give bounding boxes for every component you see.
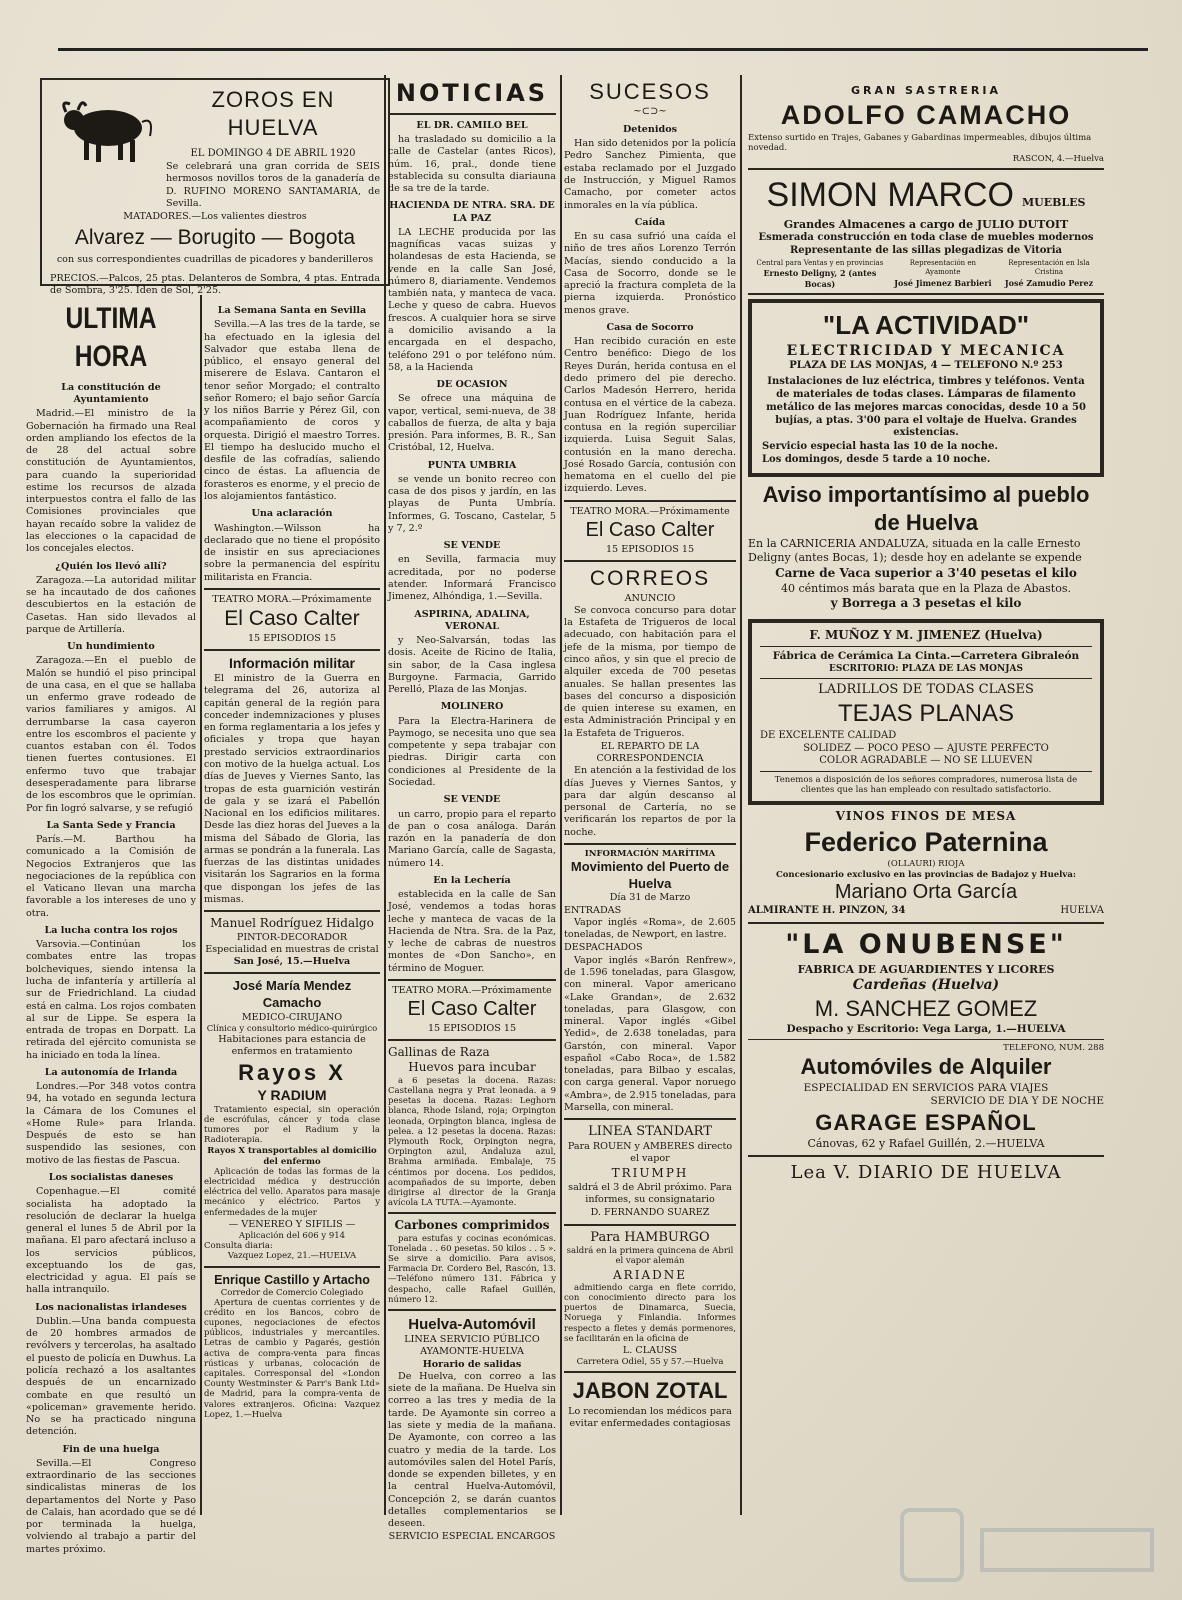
gallinas-heading: Gallinas de Raza	[388, 1045, 490, 1060]
automoviles-title: Automóviles de Alquiler	[800, 1054, 1052, 1080]
pintor-role: PINTOR-DECORADOR	[236, 931, 348, 943]
semana-text: Sevilla.—A las tres de la tarde, se ha efectuado en la iglesia del Salvador que estaba llena de público, el ensayo general del miserere de Eslava. Cantaron el tenor señor Morgado; el contralto señor Romero; el bajo señor García y los niños Barrie y Pérez Gil, con acompañamiento de coros y orquesta. Dirigió el maestro Torres. El tiempo ha deslucido mucho el desfile de las cofradías, saliendo cinco de éstas. La afluencia de forasteros es enorme, y el precio de los alojamientos fantástico.	[204, 319, 380, 502]
noticia-heading: HACIENDA DE NTRA. SRA. DE LA PAZ	[389, 200, 555, 224]
ultima-item-text: Dublin.—Una banda compuesta de 20 hombres armados de revólvers y tercerolas, ha asaltado el puesto de policía en Duwhus. La policía rechazó a los asaltantes después de un encarnizado combate en que resultó un «policeman» gravemente herido. No se ha practicado ninguna detención.	[26, 1315, 196, 1438]
ultima-item-text: Londres.—Por 348 votos contra 94, ha votado en segunda lectura la Cámara de los Comunes el «Home Rule» para Irlanda. Después de esto se han suspendido las sesiones, con motivo de las fiestas de Pascua.	[26, 1081, 196, 1166]
noticias-teatro-episodes: 15 EPISODIOS 15	[427, 1022, 517, 1034]
correos-text: Se convoca concurso para dotar la Estafeta de Trigueros de local adecuado, con habitación para el jefe de la misma, por tiempo de cinco años, y sin que el precio de alquiler exceda de 700 pesetas anuales. Se hallan presentes las bases del concurso a disposición de quien interese su examen, en esta Administración Principal y en la Estafeta de Trigueros.	[564, 604, 736, 739]
ultima-item-heading: Los socialistas daneses	[48, 1171, 174, 1183]
sucesos-teatro-title: El Caso Calter	[585, 518, 715, 541]
correos-title: CORREOS	[589, 566, 711, 590]
teatro-episodes: 15 EPISODIOS 15	[247, 632, 337, 644]
toros-matadores: MATADORES.—Los valientes diestros	[123, 211, 307, 223]
toros-names: Alvarez — Borugito — Bogota	[74, 226, 356, 250]
reparto-text: En atención a la festividad de los días Jueves y Viernes Santos, y para dar algún descanso al personal de Cartería, no se verificarán los repartos de por la noche.	[564, 765, 736, 838]
hamburgo-text: saldrá en la primera quincena de Abril el vapor alemán	[566, 1246, 734, 1267]
automovil-line: LINEA SERVICIO PÚBLICO AYAMONTE-HUELVA	[404, 1334, 540, 1358]
noticia-text: Para la Electra-Harinera de Paymogo, se necesita uno que sea competente y sepa trabajar con piedras. Dirigir carta con condiciones al Presidente de la Sociedad.	[388, 715, 556, 788]
noticia-text: establecida en la calle de San José, vendemos a todas horas leche y manteca de vacas de la Hacienda de Ntra. Sra. de la Paz, y leche de cabras de nuestros montes de «Don Sancho», en término de Moguer.	[388, 889, 556, 974]
onubense-title: "LA ONUBENSE"	[785, 929, 1067, 961]
aguardientes-label: FABRICA DE AGUARDIENTES Y LICORES	[797, 962, 1055, 976]
noticia-heading: EL DR. CAMILO BEL	[416, 119, 528, 131]
actividad-title: "LA ACTIVIDAD"	[822, 310, 1030, 341]
maritima-label: INFORMACIÓN MARÍTIMA	[584, 848, 716, 859]
almirante-address: ALMIRANTE H. PINZON, 34	[748, 905, 906, 917]
linea-heading: LINEA STANDART	[588, 1124, 712, 1140]
column-separator	[560, 75, 562, 1515]
sucesos-teatro-top: TEATRO MORA.—Próximamente	[570, 505, 730, 517]
simon-ayamonte-heading: Representación en Ayamonte	[909, 259, 977, 277]
aclaracion-heading: Una aclaración	[251, 508, 333, 520]
carniceria-text-2: Carne de Vaca superior a 3'40 pesetas el kilo	[775, 566, 1077, 581]
ultima-item-text: Zaragoza.—En el pueblo de Malón se hundió el piso principal de una casa, en el que se hallaba un enfermo grave rodeado de varios familiares y amigos. Al derrumbarse la casa cayeron entre los escombros el paciente y cuantos estaban con él. Todos tienen fuertes contusiones. El enfermo tuvo que trabajar desesperadamente para librarse de los escombros que le oprimían. Por fin logró salvarse, y se refugió	[26, 655, 196, 814]
clauss-address: Carretera Odiel, 55 y 57.—Huelva	[576, 1357, 724, 1368]
ultima-hora-items	[26, 382, 196, 1556]
noticia-heading: ASPIRINA, ADALINA, VERONAL	[414, 608, 530, 632]
info-militar-text: El ministro de la Guerra en telegrama del 26, autoriza al capitán general de la región para conceder indemnizaciones y pluses en forma reglamentaria a los jefes y oficiales y tropa que hayan prestado servicios extraordinarios con motivo de la huelga actual. Los días de Jueves y Viernes Santo, las tropas de esta guarnición vestirán de gala y se izará el Pabellón Nacional en los edificios militares. Desde las diez horas del Jueves a la misma del Sábado de Gloria, las armas se pondrán a la funerala. Las fuerzas de las distintas unidades visitarán los Sagrarios en la forma que dispongan los jefes de las mismas.	[204, 673, 380, 905]
automovil-sub: Horario de salidas	[422, 1358, 522, 1370]
sucesos-title: SUCESOS	[589, 79, 711, 104]
ultima-item-text: París.—M. Barthou ha comunicado a la Comisión de Negocios Extranjeros que las negociaciones de la república con el Vaticano llevan una marcha favorable a los intereses de uno y otra.	[26, 834, 196, 919]
aviso-heading: Aviso importantísimo al pueblo de Huelva	[762, 481, 1090, 535]
noticias-items	[388, 120, 556, 975]
ultima-item-heading: La autonomía de Irlanda	[44, 1066, 178, 1078]
simon-text-1: Esmerada construcción en toda clase de muebles modernos	[758, 231, 1094, 243]
pintor-specialty: Especialidad en muestras de cristal	[205, 943, 379, 955]
garage-title: GARAGE ESPAÑOL	[815, 1109, 1037, 1135]
noticia-heading: MOLINERO	[440, 701, 504, 713]
sucesos-teatro-episodes: 15 EPISODIOS 15	[605, 543, 695, 555]
cardenas-label: Cardeñas (Huelva)	[852, 976, 1000, 993]
noticias-teatro-top: TEATRO MORA.—Próximamente	[392, 984, 552, 996]
sucesos-column	[564, 78, 736, 1515]
servicio-label: SERVICIO DE DIA Y DE NOCHE	[930, 1095, 1104, 1108]
despachados-label: DESPACHADOS	[564, 942, 643, 954]
suceso-heading: Casa de Socorro	[606, 321, 694, 333]
rioja-label: (OLLAURI) RIOJA	[887, 859, 965, 870]
sanchez-name: M. SANCHEZ GOMEZ	[814, 995, 1038, 1021]
carniceria-text-1: En la CARNICERIA ANDALUZA, situada en la calle Ernesto Deligny (antes Bocas, 1); desde hoy en adelante se expende	[748, 537, 1082, 565]
automovil-end: SERVICIO ESPECIAL ENCARGOS	[388, 1531, 556, 1543]
castillo-text: Apertura de cuentas corrientes y de crédito en los Bancos, cobro de cupones, negociaciones de efectos públicos, industriales y mercantiles. Letras de cambio y Pagarés, gestión activa de compra-venta para fincas rústicas y urbanas, colocación de capitales. Corresponsal del «London County Westminster & Parr's Bank Ltd» de Madrid, para la compra-venta de valores extranjeros. Oficina: Vazquez Lopez, 1.—Huelva	[204, 1297, 380, 1420]
noticia-heading: PUNTA UMBRIA	[427, 459, 517, 471]
carbones-heading: Carbones comprimidos	[394, 1218, 550, 1233]
especialidad-label: ESPECIALIDAD EN SERVICIOS PARA VIAJES	[803, 1081, 1049, 1094]
noticia-text: ha trasladado su domicilio a la calle de Castelar (antes Ricos), núm. 16, pral., donde tiene establecida su consulta diariauna de sa tre de la tarde.	[388, 133, 556, 195]
ultima-item-text: Varsovia.—Continúan los combates entre las tropas bolcheviques, siendo intensa la lucha de infantería y artillería al sur de Friedrichland. La ciudad está en calma. Los rojos combaten al sur de Lippe. Se espera la entrada de tropas en Dorpatt. La retirada del ejército comunista se ha iniciado en toda la línea.	[26, 939, 196, 1061]
suceso-text: Han recibido curación en este Centro benéfico: Diego de los Reyes Durán, herida contusa en el dedo primero del pie derecho. Carlos Madesón Herrero, herida contusa en el vértice de la cabeza. Juan Rodríguez Infante, herida contusa en la región superciliar izquierda. Luisa Seguit Salas, contusión en la mano derecha. José Rosado García, contusión con hematoma en el cuello del pie izquierdo. Leves.	[564, 336, 736, 495]
noticias-teatro-title: El Caso Calter	[407, 998, 537, 1021]
simon-central: Ernesto Deligny, 2 (antes Bocas)	[763, 268, 877, 289]
consignatario: D. FERNANDO SUAREZ	[590, 1207, 710, 1219]
ultima-item-heading: Un hundimiento	[67, 641, 155, 653]
hamburgo-heading: Para HAMBURGO	[590, 1229, 710, 1245]
medico-name: José María Mendez Camacho	[232, 978, 352, 1010]
noticia-heading: SE VENDE	[443, 540, 501, 552]
sastreria-label: GRAN SASTRERIA	[851, 84, 1001, 97]
semana-heading: La Semana Santa en Sevilla	[217, 305, 367, 316]
teatro-top: TEATRO MORA.—Próximamente	[212, 593, 372, 605]
consulta-label: Consulta diaria:	[204, 1241, 273, 1252]
telefono-label: TELEFONO, NUM. 288	[1003, 1043, 1104, 1054]
gallinas-text: a 6 pesetas la docena. Razas: Castellana negra y Prat leonada. a 9 pesetas la docena. Razas: Leghorn blanca, Rhode Island, roja; Orpington leonada, Orpington blanca, inglesa de pelea. a 12 pesetas la docena. Razas: Plymouth Rock, Orpington negra, Orpington azul, Andaluza azul, Brahma armiñada. Embalaje, 75 céntimos por docena. Los pedidos, acompañados de su importe, deben dirigirse al director de la Granja avícola LA TUTA.—Ayamonte.	[388, 1075, 556, 1209]
castillo-role: Corredor de Comercio Colegiado	[220, 1287, 364, 1298]
linea-rouen: Para ROUEN y AMBERES directo el vapor	[567, 1140, 733, 1165]
vinos-label: VINOS FINOS DE MESA	[835, 809, 1017, 824]
suceso-heading: Detenidos	[622, 123, 678, 135]
automovil-heading: Huelva-Automóvil	[408, 1315, 536, 1333]
column-separator	[200, 295, 202, 1515]
despachados-text: Vapor inglés «Barón Renfrew», de 1.596 toneladas, para Glasgow, con mineral. Vapor americano «Lake Grandan», de 2.632 toneladas, para Glasgow, con mineral. Vapor inglés «Gibel Yedid», de 2.638 toneladas, para Garstón, con mineral. Vapor español «Cabo Roca», de 1.582 toneladas, para Bilbao y escalas, con carga general. Vapor noruego «Ambra», de 2.915 toneladas, para Marsella, con mineral.	[564, 954, 736, 1113]
column-two	[204, 300, 380, 1515]
ultima-item-heading: Los nacionalistas irlandeses	[35, 1301, 187, 1313]
ultima-item-text: Madrid.—El ministro de la Gobernación ha firmado una Real orden ampliando los efectos de la de 28 del actual sobre constitución de Ayuntamientos, para cuando la superioridad estime los recursos de alzada interpuestos contra el fallo de las Comisiones provinciales que hayan recaído sobre la validez de las elecciones o la capacidad de los concejales electos.	[26, 408, 196, 555]
toros-date: EL DOMINGO 4 DE ABRIL 1920	[190, 148, 356, 160]
calidad-label: DE EXCELENTE CALIDAD	[760, 729, 897, 741]
solidez-label: SOLIDEZ — POCO PESO — AJUSTE PERFECTO	[803, 742, 1049, 754]
ultima-item-heading: La constitución de Ayuntamiento	[61, 381, 161, 406]
ultima-item-text: Sevilla.—El Congreso extraordinario de las secciones sindicalistas mineras de los departamentos del Norte y Paso de Calais, han acordado que se dé por terminada la huelga, volviendo al trabajo a partir del martes próximo.	[26, 1457, 196, 1555]
simon-sub: Grandes Almacenes a cargo de JULIO DUTOIT	[783, 217, 1069, 231]
orta-name: Mariano Orta García	[834, 880, 1018, 903]
clauss-name: L. CLAUSS	[622, 1344, 678, 1356]
noticia-text: en Sevilla, farmacia muy acreditada, por no poderse atender. Informará Francisco Jimenez, Alhóndiga, 1.—Sevilla.	[388, 554, 556, 603]
reparto-heading: EL REPARTO DE LA CORRESPONDENCIA	[596, 740, 704, 765]
simon-ayamonte: José Jimenez Barbieri	[894, 277, 992, 288]
pintor-address: San José, 15.—Huelva	[233, 956, 351, 968]
info-militar-heading: Información militar	[228, 655, 356, 672]
teatro-title: El Caso Calter	[224, 607, 360, 631]
medico-role: MEDICO-CIRUJANO	[241, 1011, 343, 1023]
electricidad-text: Instalaciones de luz eléctrica, timbres y teléfonos. Venta de materiales de todas clases. Lámparas de filamento metálico de las mejores marcas conocidas, desde 10 a 50 bujías, a ptas. 3'00 para el voltaje de Huelva. Grandes existencias.	[766, 376, 1086, 439]
tejas-label: TEJAS PLANAS	[837, 700, 1015, 727]
ariadne-name: ARIADNE	[613, 1267, 687, 1282]
noticia-heading: DE OCASION	[436, 379, 508, 391]
suceso-text: En su casa sufrió una caída el niño de tres años Lorenzo Terrón Macías, siendo conducido a la Casa de Socorro, donde se le apreció la fractura completa de la pierna izquierda. Pronóstico menos grave.	[564, 231, 736, 316]
watermark-icon	[882, 1490, 1182, 1600]
toros-cuadrillas: con sus correspondientes cuadrillas de picadores y banderilleros	[56, 254, 374, 266]
toros-ad	[40, 78, 390, 296]
ultima-item-heading: ¿Quién los llevó allí?	[55, 560, 167, 572]
ceramica-ad	[748, 619, 1104, 805]
tratamiento-text: Tratamiento especial, sin operación de escrófulas, cáncer y toda clase tumores por el Radium y la Radioterapia.	[204, 1104, 380, 1146]
ariadne-text: admitiendo carga en flete corrido, con conocimiento directo para los puertos de Dinamarca, Suecia, Noruega y Finlandia. Informes respecto a fletes y demás pormenores, se facilitarán en la oficina de	[564, 1282, 736, 1344]
medico-sub: Clínica y consultorio médico-quirúrgico	[206, 1023, 378, 1034]
noticia-heading: SE VENDE	[443, 794, 501, 806]
venereo-text: — VENEREO Y SIFILIS —	[228, 1218, 356, 1230]
simon-marco-name: SIMON MARCO	[766, 176, 1014, 215]
aplicacion-606: Aplicación del 606 y 914	[238, 1230, 346, 1241]
huelva-label: HUELVA	[1060, 905, 1104, 917]
ads-column	[748, 84, 1104, 1515]
canovas-address: Cánovas, 62 y Rafael Guillén, 2.—HUELVA	[807, 1136, 1045, 1150]
carniceria-text-3: 40 céntimos más barata que en la Plaza de Abastos.	[781, 581, 1071, 595]
fabrica-label: Fábrica de Cerámica La Cinta.—Carretera Gibraleón	[772, 650, 1080, 663]
camacho-name: ADOLFO CAMACHO	[780, 100, 1072, 131]
noticia-text: y Neo-Salvarsán, todas las dosis. Aceite de Ricino de Italia, sin sabor, de la Casa inglesa Burgoyne. Farmacia, Garrido Perelló, Plaza de las Monjas.	[388, 635, 556, 696]
toros-text: Se celebrará una gran corrida de SEIS hermosos novillos toros de la ganadería de D. RUFINO MORENO SANTAMARIA, de Sevilla.	[166, 161, 380, 209]
munoz-name: F. MUÑOZ Y M. JIMENEZ (Huelva)	[809, 628, 1043, 643]
noticias-title: NOTICIAS	[395, 79, 549, 107]
color-label: COLOR AGRADABLE — NO SE LLUEVEN	[819, 755, 1033, 767]
puerto-heading: Movimiento del Puerto de Huelva	[570, 859, 730, 891]
noticias-column	[388, 78, 556, 1543]
bull-icon	[50, 86, 160, 166]
camacho-text: Extenso surtido en Trajes, Gabanes y Gabardinas impermeables, dibujos última novedad.	[748, 132, 1092, 153]
toros-precios: PRECIOS.—Palcos, 25 ptas. Delanteros de Sombra, 4 ptas. Entrada de Sombra, 3'25. Iden de Sol, 2'25.	[50, 272, 380, 296]
actividad-ad	[748, 299, 1104, 477]
aclaracion-text: Washington.—Wilsson ha declarado que no tiene el propósito de insistir en sus apreciaciones sobre la permanencia del espíritu militarista en Francia.	[204, 522, 380, 583]
camacho-address: RASCON, 4.—Huelva	[1012, 154, 1104, 164]
electricidad-service-2: Los domingos, desde 5 tarde a 10 noche.	[762, 454, 991, 465]
jabon-text: Lo recomiendan los médicos para evitar enfermedades contagiosas	[568, 1405, 732, 1429]
ultima-item-heading: La Santa Sede y Francia	[46, 819, 176, 831]
simon-central-heading: Central para Ventas y en provincias	[756, 259, 884, 268]
tenemos-text: Tenemos a disposición de los señores compradores, numerosa lista de clientes que las han empleado con resultado satisfactorio.	[774, 775, 1078, 796]
consulta-address: Vazquez Lopez, 21.—HUELVA	[227, 1251, 357, 1262]
entradas-label: ENTRADAS	[564, 904, 622, 916]
carbones-text: para estufas y cocinas económicas. Tonelada . . 60 pesetas. 50 kilos . . 5 ». Se sirve a domicilio. Para avisos, Farmacia Dr. Cordero Bel, Rascón, 13.—Teléfono número 131. Fábrica y despacho, calle Rafael Guillén, número 12.	[388, 1233, 556, 1305]
automovil-text: De Huelva, con correo a las siete de la mañana. De Huelva sin correo a las tres y media de la tarde. De Ayamonte sin correo a las siete y media de la mañana. De Ayamonte, con correo a las cuatro y media de la tarde. Los automóviles salen del Hotel París, donde se expenden billetes, y en la central Huelva-Automóvil, Concepción 2, se darán cuantos detalles complementarios se deseen.	[388, 1370, 556, 1530]
entradas-text: Vapor inglés «Roma», de 2.605 toneladas, de Newport, en lastre.	[564, 916, 736, 941]
ultima-item-text: Zaragoza.—La autoridad militar se ha incautado de dos cañones descubiertos en la estación de Casetas. Han sido llevados al parque de Artillería.	[26, 574, 196, 635]
simon-isla-heading: Representación en Isla Cristina	[1008, 259, 1090, 277]
anuncio-label: ANUNCIO	[624, 592, 676, 604]
ornament-icon: ~⊂⊃~	[633, 106, 667, 118]
carniceria-text-4: y Borrega a 3 pesetas el kilo	[830, 595, 1022, 610]
ultima-hora-column	[26, 300, 196, 1555]
gallinas-subheading: Huevos para incubar	[408, 1060, 536, 1075]
aplicacion-text: Aplicación de todas las formas de la electricidad médica y destrucción eléctrica del vello. Aparatos para masaje mecánico y eléctrico. Partos y enfermedades de la mujer	[204, 1166, 380, 1218]
triumph-text: saldrá el 3 de Abril próximo. Para informes, su consignatario	[568, 1181, 732, 1205]
simon-isla: José Zamudio Perez	[1004, 277, 1094, 288]
noticia-text: LA LECHE producida por las magníficas vacas suizas y holandesas de esta Hacienda, se vende en la calle San José, número 8, diariamente. Vendemos también nata, y manteca de vaca. Leche y queso de cabra. Huevos frescos. A cualquier hora se sirve a domicilio avisando a la encargada en el despacho, teléfono 291 o por teléfono núm. 58, a la Hacienda	[388, 226, 556, 373]
escritorio-label: ESCRITORIO: PLAZA DE LAS MONJAS	[828, 663, 1023, 674]
puerto-dia: Día 31 de Marzo	[609, 892, 691, 904]
federico-name: Federico Paternina	[804, 826, 1048, 857]
radium-title: Y RADIUM	[257, 1086, 327, 1103]
electricidad-address: PLAZA DE LAS MONJAS, 4 — TELEFONO N.º 253	[789, 360, 1063, 372]
simon-text-2: Representante de las sillas plegadizas de Vitoria	[790, 244, 1062, 256]
ultima-item-text: Copenhague.—El comité socialista ha adoptado la resolución de declarar la huelga general el lunes 5 de Abril por la mañana. El paro afectará incluso a los servicios públicos, exceptuando los de gas, electricidad y agua. El país se halla intranquilo.	[26, 1186, 196, 1296]
suceso-text: Han sido detenidos por la policía Pedro Sanchez Pimienta, que estaba reclamado por el Juzgado de Instrucción, y Miguel Ramos Camacho, por cometer actos inmorales en la vía pública.	[564, 138, 736, 211]
castillo-name: Enrique Castillo y Artacho	[214, 1272, 370, 1287]
ultima-hora-title: ULTIMA HORA	[65, 302, 157, 374]
rayos-title: Rayos X	[238, 1059, 346, 1085]
noticia-text: Se ofrece una máquina de vapor, vertical, semi-nueva, de 38 caballos de fuerza, de alta y baja presión. Para informes, B. R., San Cristóbal, 12, Huelva.	[388, 393, 556, 454]
column-separator	[740, 75, 742, 1515]
despacho-label: Despacho y Escritorio: Vega Larga, 1.—HUELVA	[786, 1022, 1066, 1035]
noticia-text: un carro, propio para el reparto de pan o cosa análoga. Darán razón en la panadería de don Mariano García, calle de Sagasta, número 14.	[388, 808, 556, 869]
ladrillos-label: LADRILLOS DE TODAS CLASES	[818, 682, 1034, 698]
jabon-title: JABON ZOTAL	[572, 1378, 728, 1404]
rayos-transportables: Rayos X transportables al domicilio del enfermo	[207, 1146, 377, 1167]
concesionario-label: Concesionario exclusivo en las provincias de Badajoz y Huelva:	[776, 869, 1076, 880]
noticia-text: se vende un bonito recreo con casa de dos pisos y jardín, en las playas de Punta Umbría. Informes, G. Toscano, Castelar, 5 y 7, 2.º	[388, 473, 556, 534]
noticia-heading: En la Lechería	[433, 874, 511, 886]
toros-title: ZOROS EN HUELVA	[211, 87, 335, 141]
ultima-item-heading: La lucha contra los rojos	[44, 924, 178, 936]
suceso-heading: Caída	[634, 216, 666, 228]
muebles-label: MUEBLES	[1021, 196, 1086, 210]
top-rule	[58, 48, 1148, 51]
electricidad-service-1: Servicio especial hasta las 10 de la noche.	[762, 441, 998, 453]
medico-habitaciones: Habitaciones para estancia de enfermos en tratamiento	[218, 1034, 366, 1058]
ultima-item-heading: Fin de una huelga	[62, 1443, 160, 1455]
sucesos-items	[564, 124, 736, 496]
electricidad-label: ELECTRICIDAD Y MECANICA	[786, 342, 1066, 359]
pintor-name: Manuel Rodríguez Hidalgo	[210, 916, 374, 931]
lea-diario: Lea V. DIARIO DE HUELVA	[790, 1161, 1062, 1183]
column-separator	[384, 75, 386, 1515]
triumph-name: TRIUMPH	[611, 1166, 689, 1181]
